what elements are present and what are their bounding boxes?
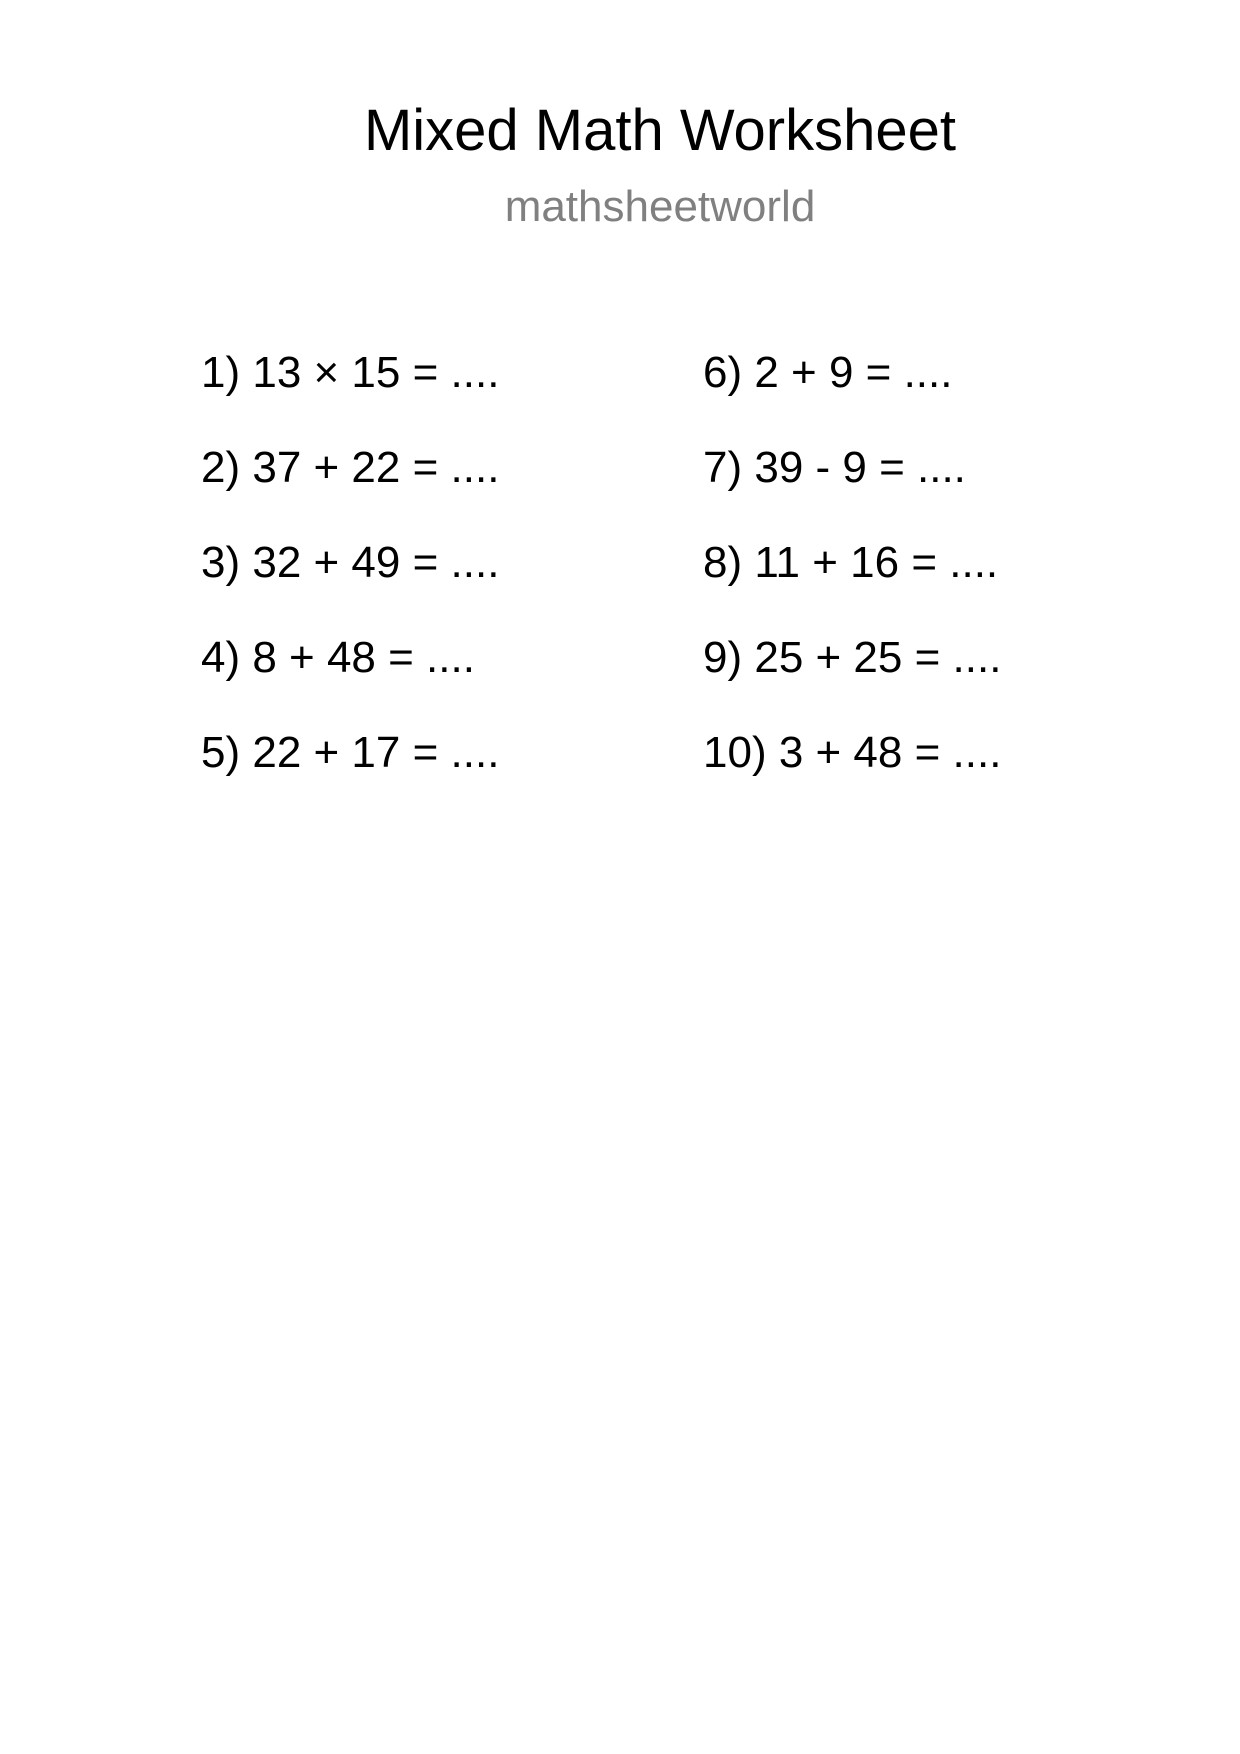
math-problem: 9) 25 + 25 = .... — [703, 633, 1002, 682]
worksheet-source: mathsheetworld — [504, 182, 816, 231]
math-problem: 5) 22 + 17 = .... — [201, 728, 500, 777]
math-problem: 8) 11 + 16 = .... — [703, 538, 999, 587]
math-problem: 1) 13 × 15 = .... — [201, 348, 500, 397]
problem-column-left — [201, 349, 499, 824]
math-problem: 3) 32 + 49 = .... — [201, 538, 500, 587]
problem-column-right — [703, 349, 1001, 824]
math-problem: 4) 8 + 48 = .... — [201, 633, 475, 682]
math-problem: 10) 3 + 48 = .... — [703, 728, 1002, 777]
worksheet-title: Mixed Math Worksheet — [363, 98, 957, 163]
math-problem: 2) 37 + 22 = .... — [201, 443, 500, 492]
math-problem: 7) 39 - 9 = .... — [703, 443, 966, 492]
math-problem: 6) 2 + 9 = .... — [703, 348, 953, 397]
